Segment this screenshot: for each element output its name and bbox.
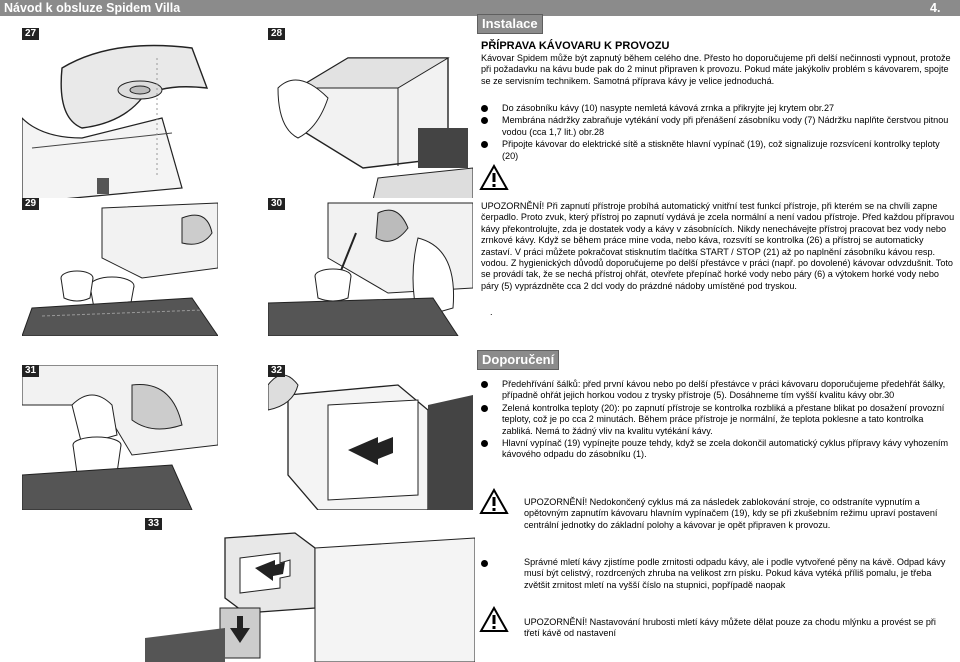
list-item: Zelená kontrolka teploty (20): po zapnutí přístroje se kontrolka rozbliká a přestane blikat po dosažení provozní teploty, což je po cca 2 minutách. Během práce přístroje je normální, že teplota poklesne a tato kontrolka zabliká. Nemá to žádný vliv na kvalitu vytékání kávy. <box>479 403 953 437</box>
intro-paragraph: Kávovar Spidem může být zapnutý během celého dne. Přesto ho doporučujeme při delší nečinnosti vypnout, protože při požadavku na kávu bude pak do 2 minut připraven k provozu. Pokud máte jakýkoliv problém s kávovarem, spojte se ze servisním technikem. Samotná příprava kávy je velice jednoduchá. <box>481 53 951 86</box>
list-item: Membrána nádržky zabraňuje vytékání vody při přenášení zásobníku vody (7) Nádržku naplňte čerstvou pitnou vodou (cca 1,7 lit.) obr.28 <box>479 115 949 138</box>
instalace-bullet-list <box>479 103 949 163</box>
trailing-dot: . <box>490 307 493 317</box>
list-item: Připojte kávovar do elektrické sítě a stiskněte hlavní vypínač (19), což signalizuje rozsvícení kontrolky teploty (20) <box>479 139 949 162</box>
figure-number: 32 <box>268 365 285 377</box>
figure-number: 29 <box>22 198 39 210</box>
list-item: Hlavní vypínač (19) vypínejte pouze tehdy, když se zcela dokončil automatický cyklus přípravy kávy vyhozením kávového odpadu do zásobníku (1). <box>479 438 953 461</box>
warning-icon <box>479 606 509 638</box>
figure-29 <box>22 198 218 336</box>
figure-32 <box>268 365 473 510</box>
warning-paragraph: UPOZORNĚNÍ! Nastavování hrubosti mletí kávy můžete dělat pouze za chodu mlýnku a provést se při třetí kávě od nastavení <box>524 617 936 639</box>
figure-31 <box>22 365 218 510</box>
figure-28 <box>268 28 473 200</box>
figure-number: 31 <box>22 365 39 377</box>
section-heading: PŘÍPRAVA KÁVOVARU K PROVOZU <box>481 40 670 52</box>
doporuceni-bullet-list <box>479 379 953 462</box>
tip-paragraph: Správné mletí kávy zjistíme podle zrnitosti odpadu kávy, ale i podle vytvořené pěny na kávě. Odpad kávy musí být celistvý, rozdrcených zhruba na velikost zrn písku. Pokud káva vytéká příliš pomalu, je třeba zvětšit zrnitost mletí na vyšší číslo na stupnici, popřípadě naopak <box>524 557 946 590</box>
warning-icon <box>479 164 509 196</box>
list-item: Předehřívání šálků: před první kávou nebo po delší přestávce v práci kávovaru doporučujeme předehřát šálky, případně ohřát jejich horkou vodou z trysky přístroje (5). Dosáhneme tím vyšší kvalitu kávy obr.30 <box>479 379 953 402</box>
warning-paragraph: UPOZORNĚNÍ! Při zapnutí přístroje probíhá automatický vnitřní test funkcí přístroje, při kterém se na chvíli zapne čerpadlo. Proto zvuk, který přístroj po zapnutí vydává je zcela normální a není vadou přístroje. Před každou přípravou kávy překontrolujte, zda je dostatek vody a kávy v zásobnících. Nikdy nenechávejte přístroj pracovat bez vody nebo zrnkové kávy. Když se během práce mine voda, nebo káva, rozsvítí se kontrolka (26) a přístroj se automaticky zastaví. V práci můžete pokračovat stisknutím tlačítka START / STOP (21) až po naplnění zásobníku kávou resp. vodou. Z hygienických důvodů doporučujeme po delší přestávce v práci (např. po dovolené) kávovar odvzdušnit. Toto se provádí tak, že se nechá přístroj ohřát, otevřete přepínač horké vody nebo páry (6) a výtokem horké vody nebo páry (5) vyprázdněte cca 2 dcl vody do prázdné nádoby umístěné pod tryskou. <box>481 201 955 291</box>
document-title: Návod k obsluze Spidem Villa <box>4 1 181 15</box>
figure-33 <box>145 518 475 662</box>
figure-30 <box>268 198 473 336</box>
page-number: 4. <box>930 1 941 15</box>
figure-number: 28 <box>268 28 285 40</box>
warning-paragraph: UPOZORNĚNÍ! Nedokončený cyklus má za následek zablokování stroje, co odstraníte vypnutím a opětovným zapnutím kávovaru hlavním vypínačem (19), kdy se při zkušebním režimu upraví postavení centrální jednotky do základní polohy a kávovar je opět připraven k provozu. <box>524 497 938 530</box>
figure-number: 33 <box>145 518 162 530</box>
warning-icon <box>479 488 509 520</box>
figure-number: 30 <box>268 198 285 210</box>
figure-27 <box>22 28 218 200</box>
section-label-doporuceni: Doporučení <box>477 350 559 370</box>
section-label-instalace: Instalace <box>477 14 543 34</box>
bullet-dot <box>481 560 488 567</box>
figure-number: 27 <box>22 28 39 40</box>
list-item: Do zásobníku kávy (10) nasypte nemletá kávová zrnka a přikryjte jej krytem obr.27 <box>479 103 949 114</box>
